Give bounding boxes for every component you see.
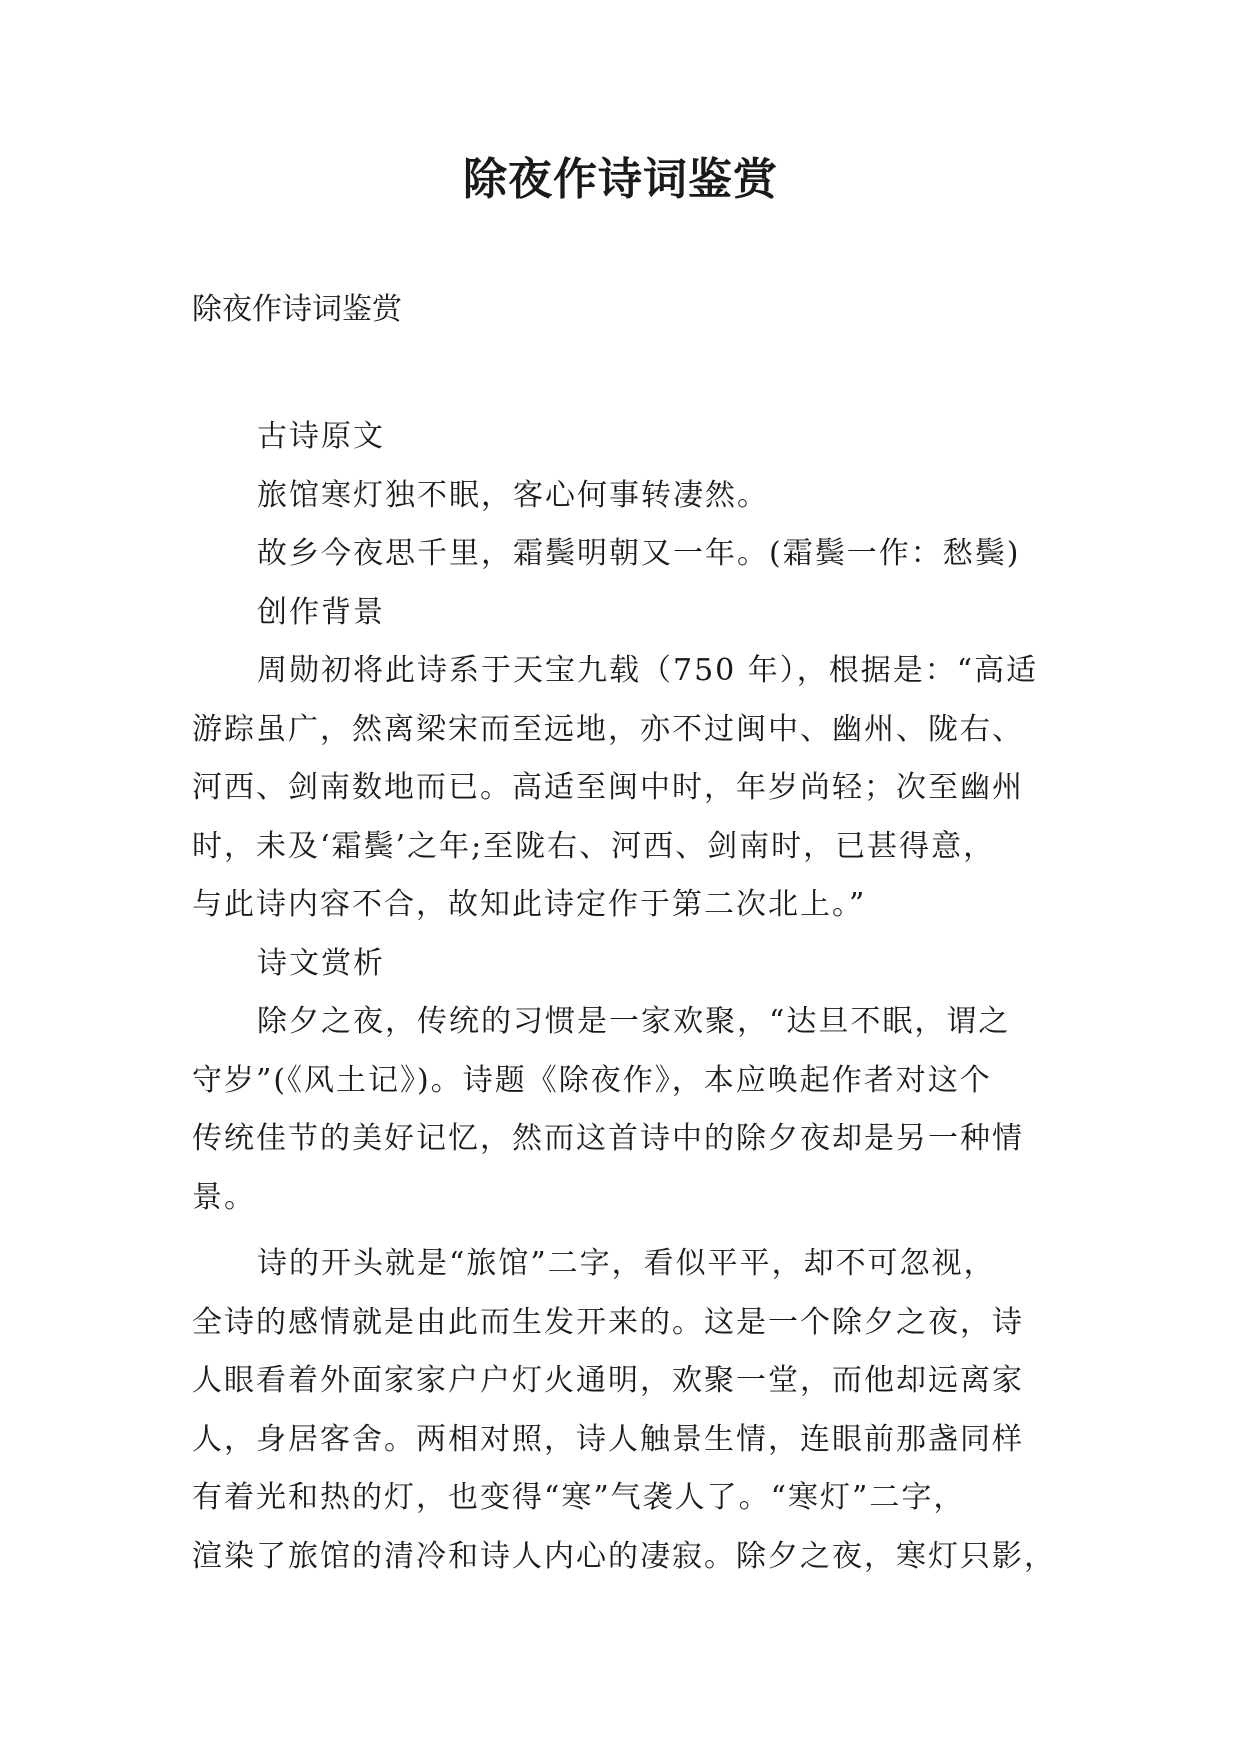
paragraph-line: 河西、剑南数地而已。高适至闽中时，年岁尚轻；次至幽州: [192, 770, 1024, 805]
document-subtitle: 除夜作诗词鉴赏: [192, 292, 402, 327]
paragraph-line: 人眼看着外面家家户户灯火通明，欢聚一堂，而他却远离家: [192, 1363, 1024, 1398]
paragraph-line: 与此诗内容不合，故知此诗定作于第二次北上。”: [192, 887, 867, 922]
paragraph-line: 人，身居客舍。两相对照，诗人触景生情，连眼前那盏同样: [192, 1421, 1024, 1457]
section-heading-poem: 古诗原文: [257, 419, 385, 454]
paragraph-analysis-1: [192, 993, 1072, 1227]
document-body: [192, 408, 1072, 1586]
paragraph-line: 除夕之夜，传统的习惯是一家欢聚，“达旦不眠，谓之: [257, 1004, 1011, 1039]
paragraph-analysis-2: [192, 1235, 1072, 1586]
paragraph-line: 渲染了旅馆的清冷和诗人内心的凄寂。除夕之夜，寒灯只影，: [192, 1538, 1056, 1574]
document-title: 除夜作诗词鉴赏: [463, 154, 778, 205]
paragraph-background: [192, 642, 1072, 935]
section-heading-background: 创作背景: [257, 594, 385, 630]
paragraph-line: 传统佳节的美好记忆，然而这首诗中的除夕夜却是另一种情: [192, 1121, 1024, 1156]
paragraph-line: 景。: [192, 1179, 256, 1215]
paragraph-line: 时，未及‘霜鬓’之年;至陇右、河西、剑南时，已甚得意，: [192, 828, 996, 864]
paragraph-line: 守岁”(《风土记》)。诗题《除夜作》，本应唤起作者对这个: [192, 1062, 992, 1098]
poem-line: 故乡今夜思千里，霜鬓明朝又一年。(霜鬓一作：愁鬓): [257, 536, 1021, 571]
paragraph-line: 周勋初将此诗系于天宝九载（750 年），根据是：“高适: [257, 653, 1039, 688]
paragraph-line: 诗的开头就是“旅馆”二字，看似平平，却不可忽视，: [257, 1246, 996, 1281]
paragraph-line: 有着光和热的灯，也变得“寒”气袭人了。“寒灯”二字，: [192, 1480, 966, 1515]
paragraph-line: 游踪虽广，然离梁宋而至远地，亦不过闽中、幽州、陇右、: [192, 711, 1024, 747]
paragraph-line: 全诗的感情就是由此而生发开来的。这是一个除夕之夜，诗: [192, 1304, 1024, 1340]
section-heading-analysis: 诗文赏析: [257, 945, 385, 981]
poem-line: 旅馆寒灯独不眠，客心何事转凄然。: [257, 477, 769, 513]
